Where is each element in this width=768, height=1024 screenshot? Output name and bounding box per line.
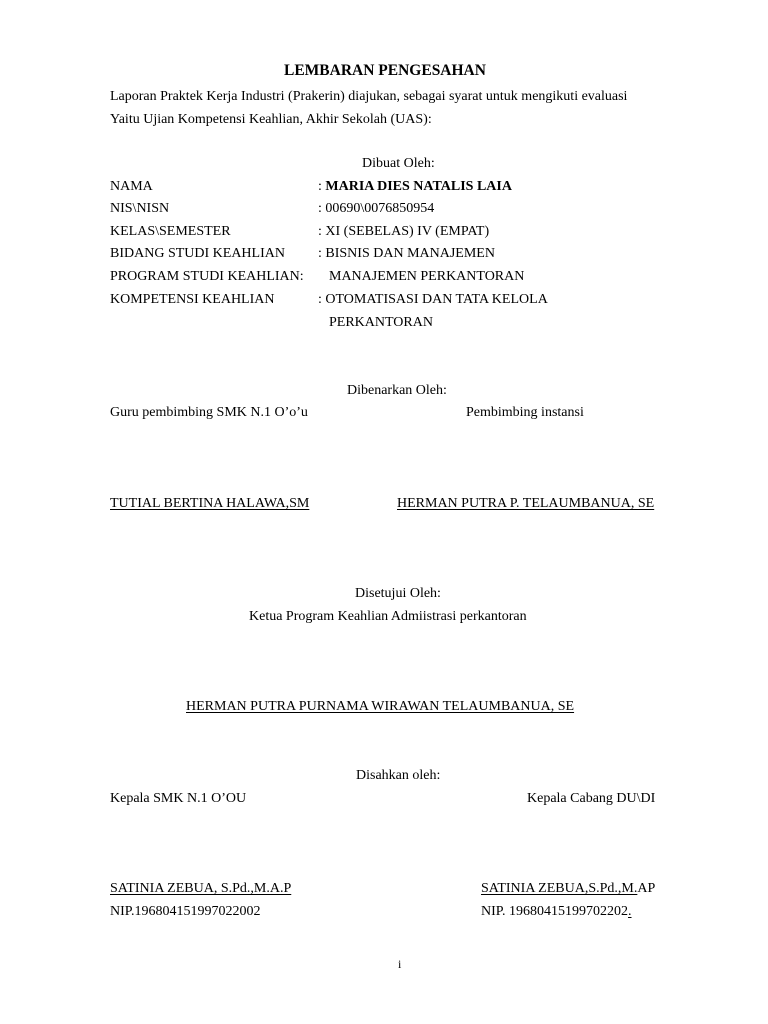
field-label-program: PROGRAM STUDI KEAHLIAN: (110, 269, 304, 284)
field-value-nis (318, 201, 434, 217)
field-value-nama (318, 179, 512, 195)
pembimbing-instansi-role: Pembimbing instansi (466, 405, 584, 420)
dibenarkan-oleh-heading: Dibenarkan Oleh: (347, 383, 447, 398)
kepala-cabang-nip-number: NIP. 19680415199702202 (481, 904, 629, 919)
page-number: i (398, 957, 402, 971)
dibuat-oleh-heading: Dibuat Oleh: (362, 156, 435, 171)
kepala-cabang-name (481, 881, 655, 897)
program-studi: MANAJEMEN PERKANTORAN (329, 269, 525, 284)
student-kelas: XI (SEBELAS) IV (EMPAT) (325, 224, 490, 239)
field-separator: : (318, 224, 326, 239)
kepala-cabang-name-rest: AP (637, 881, 656, 896)
kepala-sekolah-nip: NIP.196804151997022002 (110, 904, 261, 919)
guru-pembimbing-role: Guru pembimbing SMK N.1 O’o’u (110, 405, 308, 420)
field-label-bidang: BIDANG STUDI KEAHLIAN (110, 246, 285, 261)
kepala-cabang-name-underlined: SATINIA ZEBUA,S.Pd.,M. (481, 881, 638, 896)
kepala-sekolah-name: SATINIA ZEBUA, S.Pd.,M.A.P (110, 881, 292, 896)
kepala-cabang-role: Kepala Cabang DU\DI (527, 791, 656, 806)
field-label-kelas: KELAS\SEMESTER (110, 224, 231, 239)
field-value-program (329, 269, 524, 285)
intro-line-2: Yaitu Ujian Kompetensi Keahlian, Akhir Sekolah (UAS): (110, 112, 432, 127)
student-name: MARIA DIES NATALIS LAIA (325, 179, 512, 194)
disetujui-oleh-heading: Disetujui Oleh: (355, 586, 441, 601)
disahkan-oleh-heading: Disahkan oleh: (356, 768, 441, 783)
page-title: LEMBARAN PENGESAHAN (284, 62, 486, 79)
field-value-kelas (318, 224, 489, 240)
ketua-program-role: Ketua Program Keahlian Admiistrasi perkantoran (249, 609, 527, 624)
field-value-bidang (318, 246, 495, 262)
field-label-kompetensi: KOMPETENSI KEAHLIAN (110, 292, 275, 307)
kepala-sekolah-role: Kepala SMK N.1 O’OU (110, 791, 247, 806)
student-nis: 00690\0076850954 (325, 201, 435, 216)
field-separator: : (318, 292, 326, 307)
ketua-program-name: HERMAN PUTRA PURNAMA WIRAWAN TELAUMBANUA, SE (186, 699, 575, 714)
field-label-nis: NIS\NISN (110, 201, 170, 216)
field-separator: : (318, 179, 326, 194)
kompetensi-keahlian: OTOMATISASI DAN TATA KELOLA (325, 292, 548, 307)
intro-line-1: Laporan Praktek Kerja Industri (Prakerin) diajukan, sebagai syarat untuk mengikuti evaluasi (110, 89, 628, 104)
guru-pembimbing-name: TUTIAL BERTINA HALAWA,SM (110, 496, 310, 511)
kepala-cabang-nip-dot: . (628, 904, 632, 919)
bidang-studi: BISNIS DAN MANAJEMEN (325, 246, 495, 261)
field-value-kompetensi (318, 292, 548, 308)
pembimbing-instansi-name: HERMAN PUTRA P. TELAUMBANUA, SE (397, 496, 655, 511)
field-separator: : (318, 201, 326, 216)
field-value-kompetensi-continued: PERKANTORAN (329, 315, 433, 330)
field-separator: : (318, 246, 326, 261)
field-label-nama: NAMA (110, 179, 153, 194)
kepala-cabang-nip (481, 904, 632, 920)
